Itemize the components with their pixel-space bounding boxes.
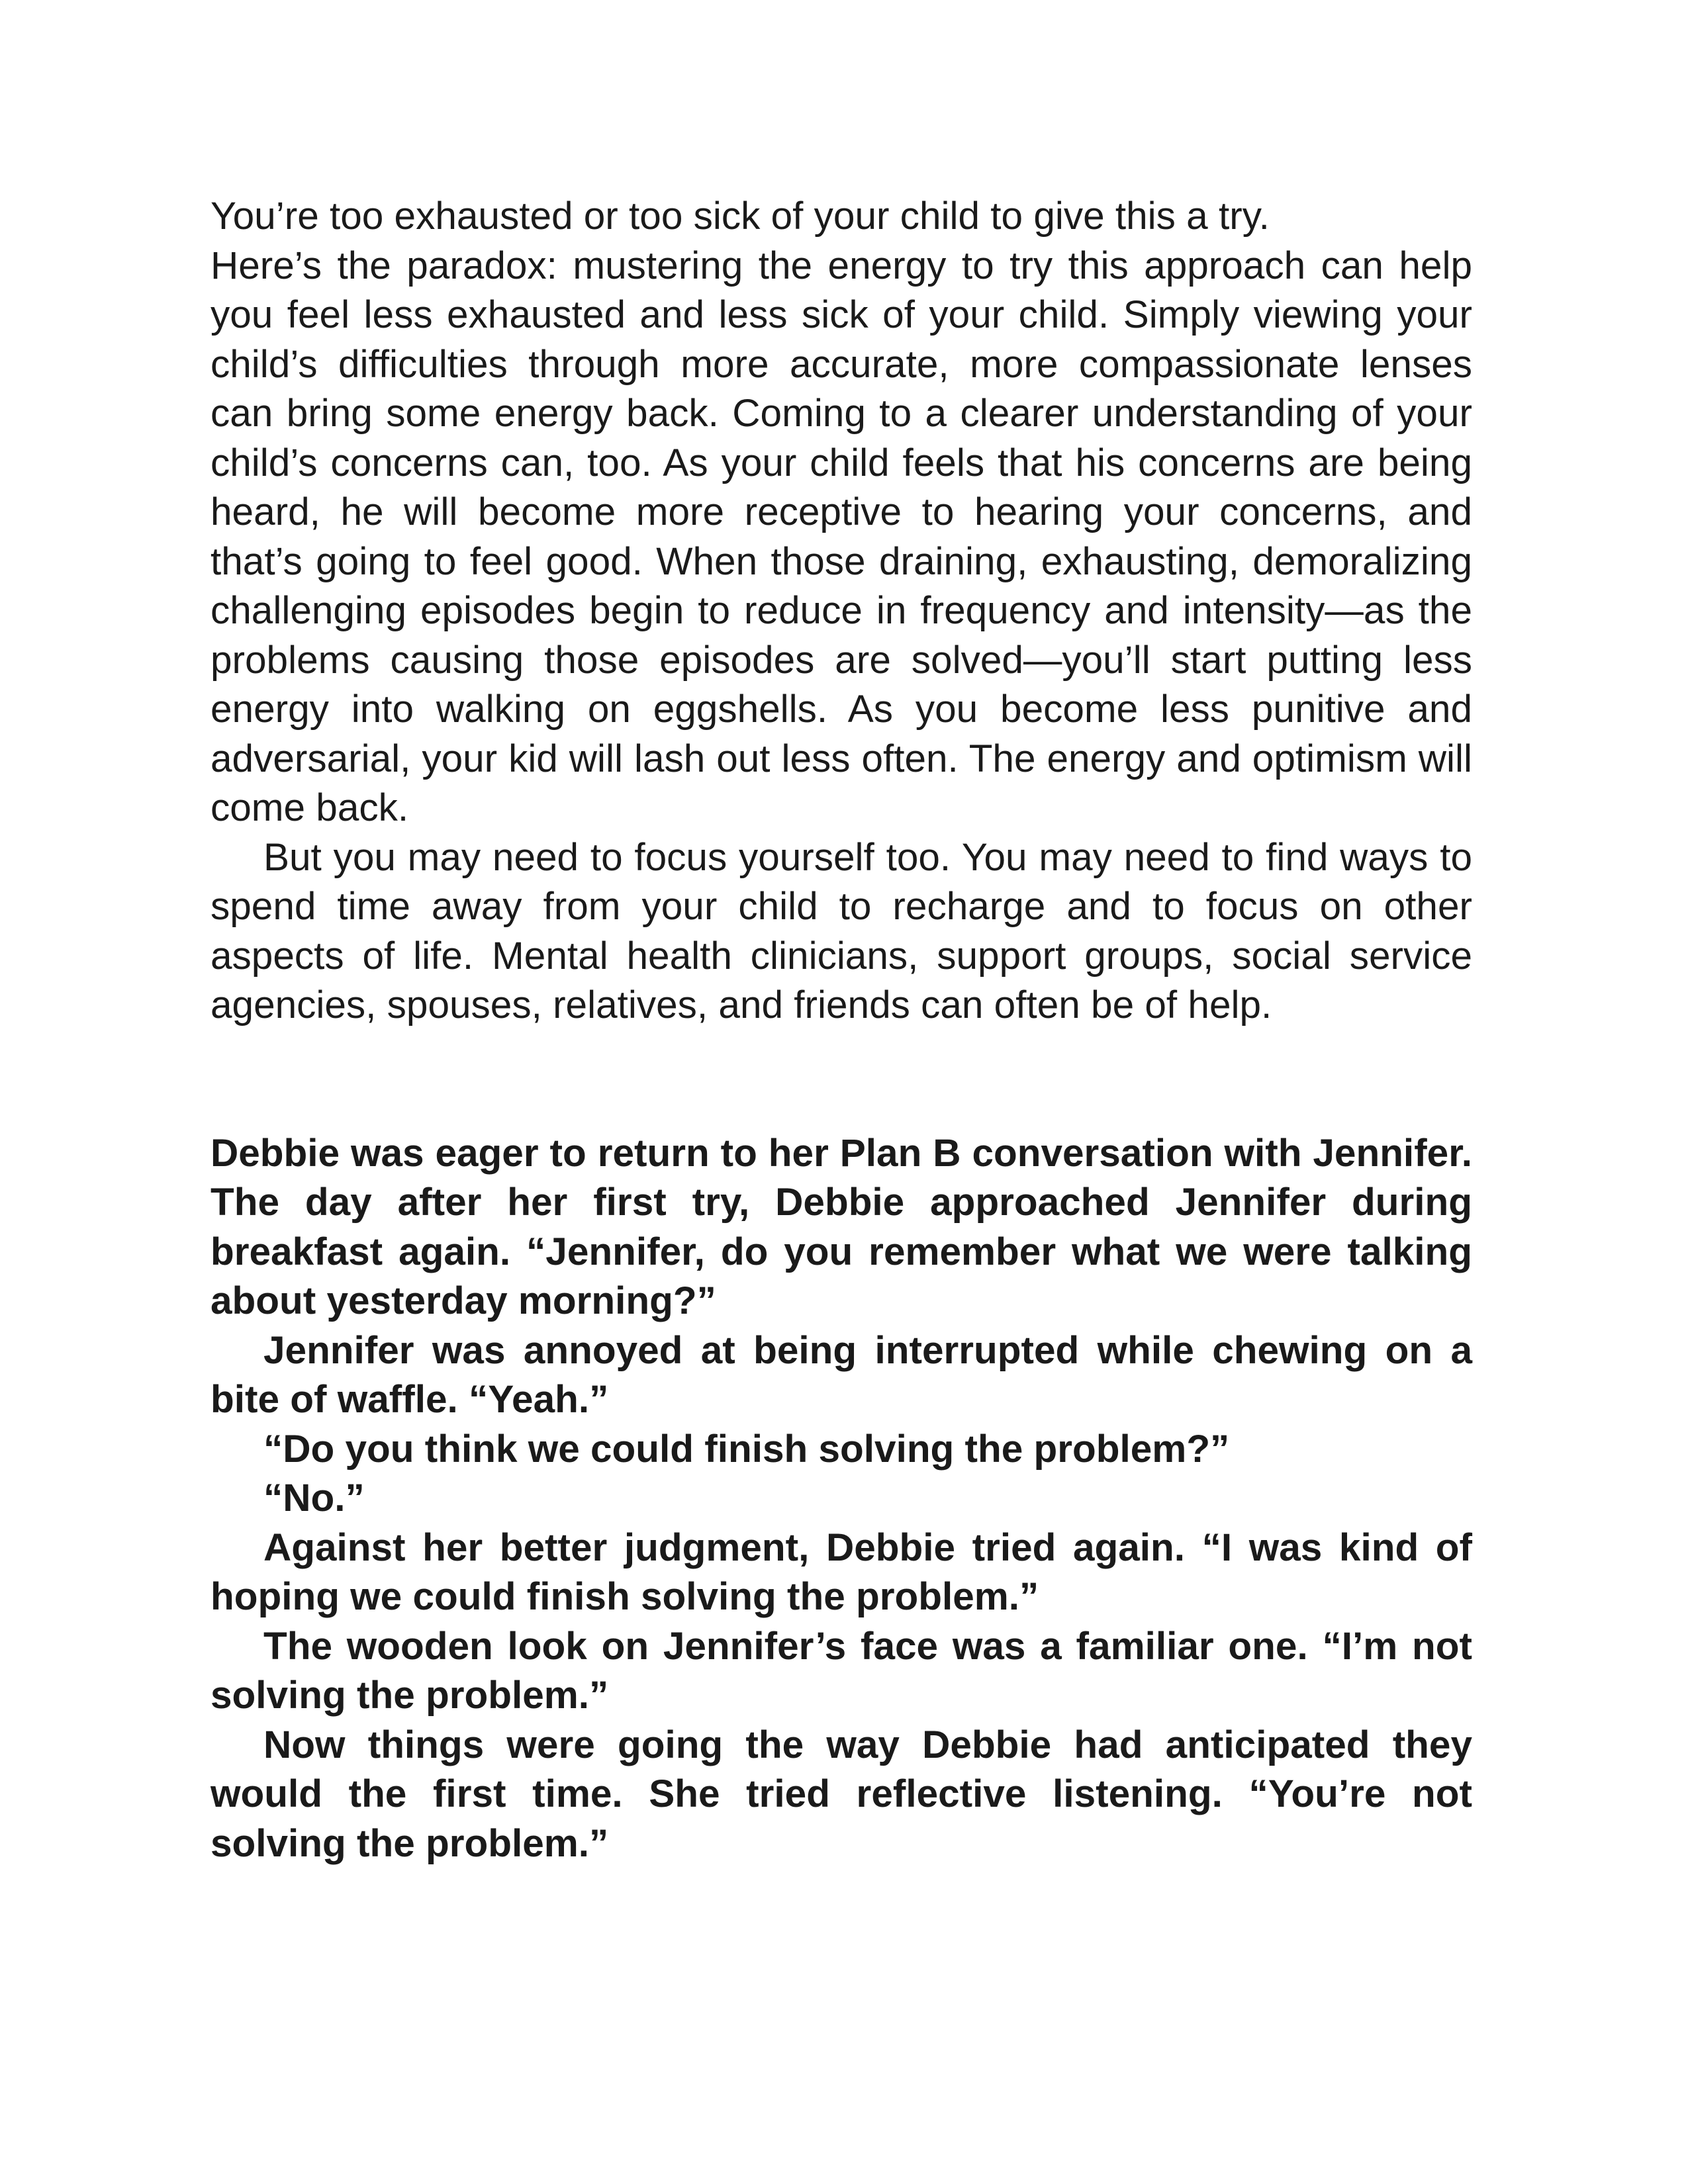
paragraph-paradox: Here’s the paradox: mustering the energy to try this approach can help you feel less exhausted and less sick of your child. Simply viewing your child’s difficulties through more accurate, more compassionate lenses can bring some energy back. Coming to a clearer understanding of your child’s concerns can, too. As your child feels that his concerns are being heard, he will become more receptive to hearing your concerns, and that’s going to feel good. When those draining, exhausting, demoralizing challenging episodes begin to reduce in frequency and intensity—as the problems causing those episodes are solved—you’ll start putting less energy into walking on eggshells. As you become less punitive and adversarial, your kid will lash out less often. The energy and optimism will come back. — [211, 244, 1472, 829]
example-paragraph-question: “Do you think we could finish solving the problem?” — [263, 1427, 1230, 1471]
example-paragraph-wooden-look: The wooden look on Jennifer’s face was a familiar one. “I’m not solving the problem.” — [211, 1624, 1472, 1717]
example-paragraph-try-again: Against her better judgment, Debbie tried again. “I was kind of hoping we could finish solving the problem.” — [211, 1525, 1472, 1618]
section-break — [211, 1030, 1472, 1129]
paragraph-objection: You’re too exhausted or too sick of your child to give this a try. — [211, 195, 1270, 238]
book-page — [211, 192, 1472, 1868]
example-paragraph-annoyed: Jennifer was annoyed at being interrupted while chewing on a bite of waffle. “Yeah.” — [211, 1328, 1472, 1421]
example-paragraph-no: “No.” — [263, 1477, 365, 1520]
paragraph-self-care: But you may need to focus yourself too. You may need to find ways to spend time away from your child to recharge and to focus on other aspects of life. Mental health clinicians, support groups, social service agencies, spouses, relatives, and friends can often be of help. — [211, 835, 1472, 1026]
example-section — [211, 1129, 1472, 1869]
example-paragraph-reflective: Now things were going the way Debbie had anticipated they would the first time. She tried reflective listening. “You’re not solving the problem.” — [211, 1723, 1472, 1865]
example-paragraph-intro: Debbie was eager to return to her Plan B conversation with Jennifer. The day after her first try, Debbie approached Jennifer during breakfast again. “Jennifer, do you remember what we were talking about yesterday morning?” — [211, 1131, 1472, 1322]
